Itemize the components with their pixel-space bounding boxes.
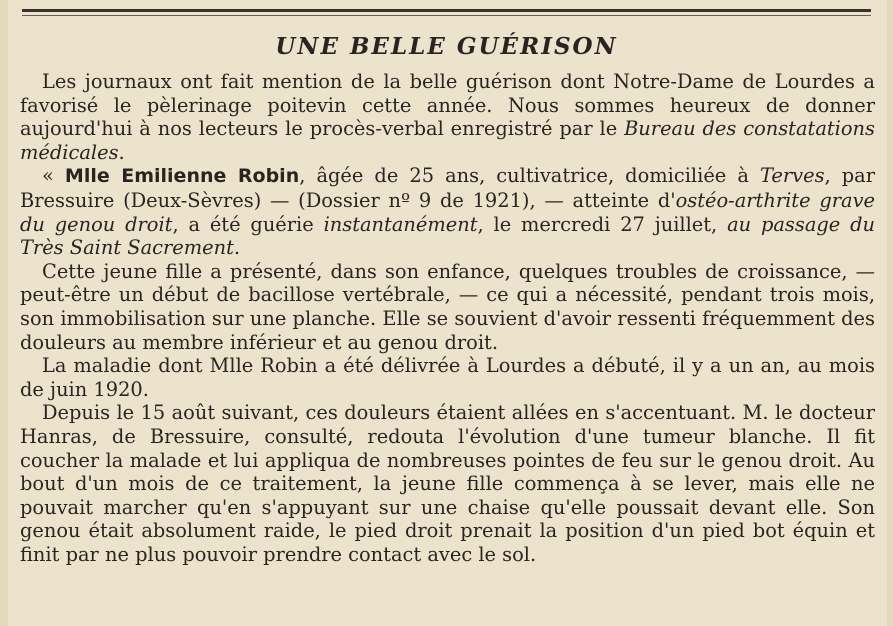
paragraph-report bbox=[20, 164, 875, 259]
passage-sacrament: au passage du Très Saint Sacrement bbox=[20, 212, 875, 260]
instantaneously: instantanément bbox=[323, 212, 478, 236]
diagnosis: ostéo-arthrite grave du genou droit bbox=[20, 188, 875, 236]
paragraph-onset: La maladie dont Mlle Robin a été délivrée à Lourdes a débuté, il y a un an, au mois de juin 1920. bbox=[20, 354, 875, 401]
top-rule bbox=[22, 9, 871, 12]
page-edge-right bbox=[887, 0, 893, 626]
report-text-c: , a été guérie bbox=[172, 212, 314, 236]
place-terves: Terves bbox=[759, 164, 825, 188]
paragraph-intro-text: Les journaux ont fait mention de la belle guérison dont Notre-Dame de Lourdes a favorisé le pèlerinage poitevin cette année. Nous sommes heureux de donner aujourd'hui à nos lecteurs le procès-verbal enregistré par le bbox=[20, 70, 875, 141]
top-rule-thin bbox=[22, 15, 871, 16]
report-text-e: . bbox=[233, 236, 241, 260]
bureau-name: Bureau des constatations médicales bbox=[20, 117, 875, 164]
article-body bbox=[20, 70, 875, 566]
paragraph-childhood: Cette jeune fille a présenté, dans son enfance, quelques troubles de croissance, — peut-être un début de bacillose vertébrale, — ce qui a nécessité, pendant trois mois, son immobilisation sur une planche. Elle se souvient d'avoir ressenti fréquemment des douleurs au membre inférieur et au genou droit. bbox=[20, 259, 875, 354]
page-edge-left bbox=[0, 0, 8, 626]
paragraph-progression: Depuis le 15 août suivant, ces douleurs étaient allées en s'accentuant. M. le docteur Hanras, de Bressuire, consulté, redouta l'évolution d'une tumeur blanche. Il fit coucher la malade et lui appliqua de nombreuses pointes de feu sur le genou droit. Au bout d'un mois de ce traitement, la jeune fille commença à se lever, mais elle ne pouvait marcher qu'en s'appuyant sur une chaise qu'elle poussait devant elle. Son genou était absolument raide, le pied droit prenait la position d'un pied bot équin et finit par ne plus pouvoir prendre contact avec le sol. bbox=[20, 401, 875, 566]
report-text-a: , âgée de 25 ans, cultivatrice, domiciliée à bbox=[299, 164, 749, 188]
article-title: UNE BELLE GUÉRISON bbox=[275, 33, 618, 60]
patient-name: Mlle Emilienne Robin bbox=[64, 165, 300, 188]
paragraph-intro bbox=[20, 70, 875, 164]
paragraph-intro-end: . bbox=[118, 140, 125, 164]
report-text-b: , par Bressuire (Deux-Sèvres) — (Dossier nº 9 de 1921), — atteinte d' bbox=[20, 164, 875, 212]
open-quote: « bbox=[42, 164, 65, 188]
report-text-d: , le mercredi 27 juillet, bbox=[477, 212, 718, 236]
